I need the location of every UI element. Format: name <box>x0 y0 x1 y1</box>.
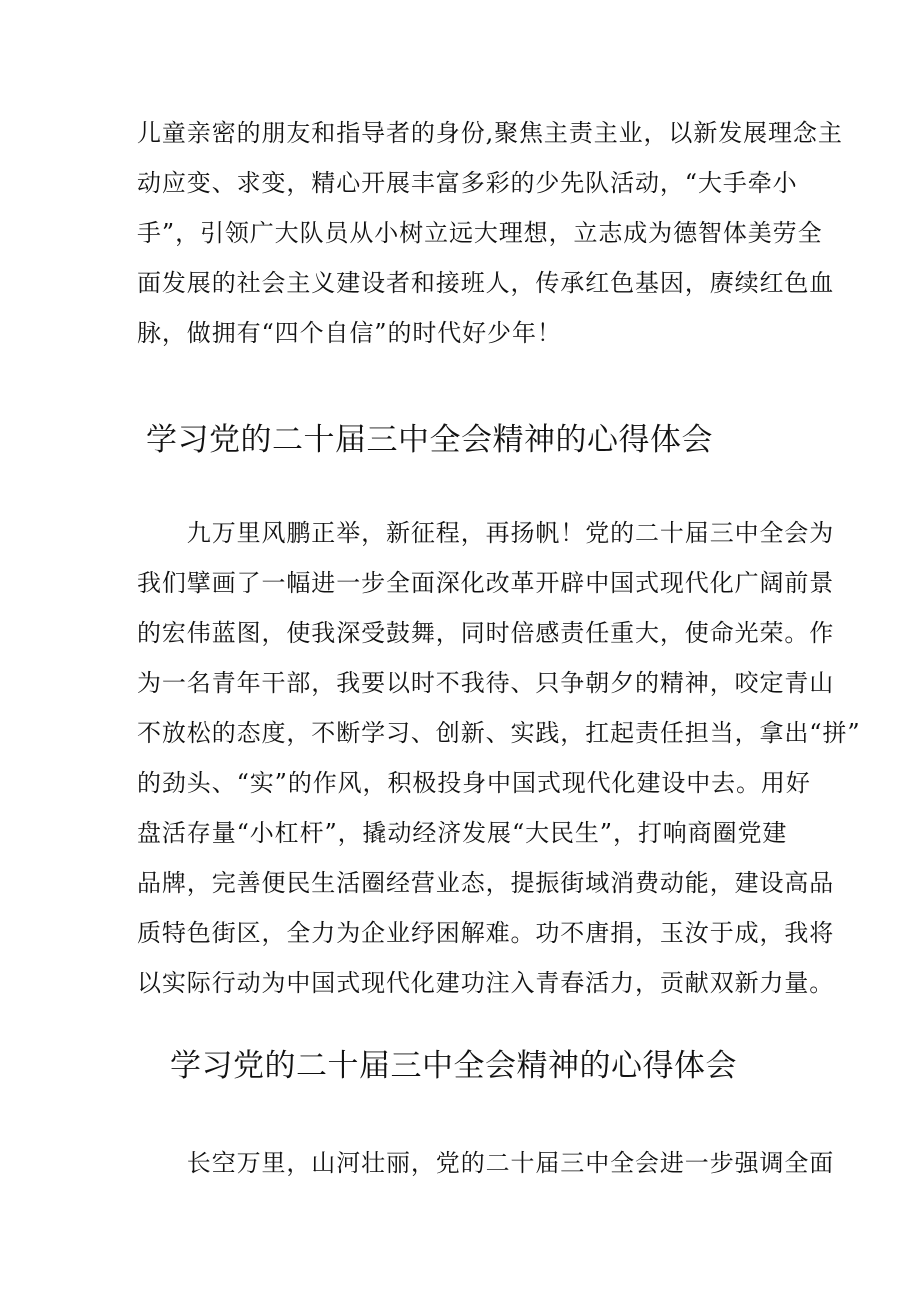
paragraph-line: 以实际行动为中国式现代化建功注入青春活力，贡献双新力量。 <box>137 969 835 997</box>
paragraph-line: 盘活存量“小杠杆”，撬动经济发展“大民生”，打响商圈党建 <box>137 819 788 847</box>
section-heading-2: 学习党的二十届三中全会精神的心得体会 <box>170 1048 737 1084</box>
paragraph-line: 我们擘画了一幅进一步全面深化改革开辟中国式现代化广阔前景 <box>137 569 835 597</box>
paragraph-line: 手”，引领广大队员从小树立远大理想，立志成为德智体美劳全 <box>137 219 823 247</box>
paragraph-line: 为一名青年干部，我要以时不我待、只争朝夕的精神，咬定青山 <box>137 669 835 697</box>
paragraph-2 <box>137 508 861 1008</box>
paragraph-line: 面发展的社会主义建设者和接班人，传承红色基因，赓续红色血 <box>137 269 835 297</box>
paragraph-line: 品牌，完善便民生活圈经营业态，提振街域消费动能，建设高品 <box>137 869 835 897</box>
paragraph-1 <box>137 108 843 358</box>
paragraph-line: 不放松的态度，不断学习、创新、实践，扛起责任担当，拿出“拼” <box>137 719 861 747</box>
paragraph-line: 长空万里，山河壮丽，党的二十届三中全会进一步强调全面 <box>137 1149 835 1177</box>
paragraph-line: 的宏伟蓝图，使我深受鼓舞，同时倍感责任重大，使命光荣。作 <box>137 619 835 647</box>
paragraph-line: 儿童亲密的朋友和指导者的身份,聚焦主责主业，以新发展理念主 <box>137 119 843 147</box>
paragraph-line: 脉，做拥有“四个自信”的时代好少年！ <box>137 319 562 347</box>
paragraph-line: 动应变、求变，精心开展丰富多彩的少先队活动，“大手牵小 <box>137 169 798 197</box>
section-heading-1: 学习党的二十届三中全会精神的心得体会 <box>146 422 713 458</box>
paragraph-line: 的劲头、“实”的作风，积极投身中国式现代化建设中去。用好 <box>137 769 811 797</box>
paragraph-3 <box>137 1138 835 1188</box>
paragraph-line: 质特色街区，全力为企业纾困解难。功不唐捐，玉汝于成，我将 <box>137 919 835 947</box>
paragraph-line: 九万里风鹏正举，新征程，再扬帆！党的二十届三中全会为 <box>137 519 835 547</box>
